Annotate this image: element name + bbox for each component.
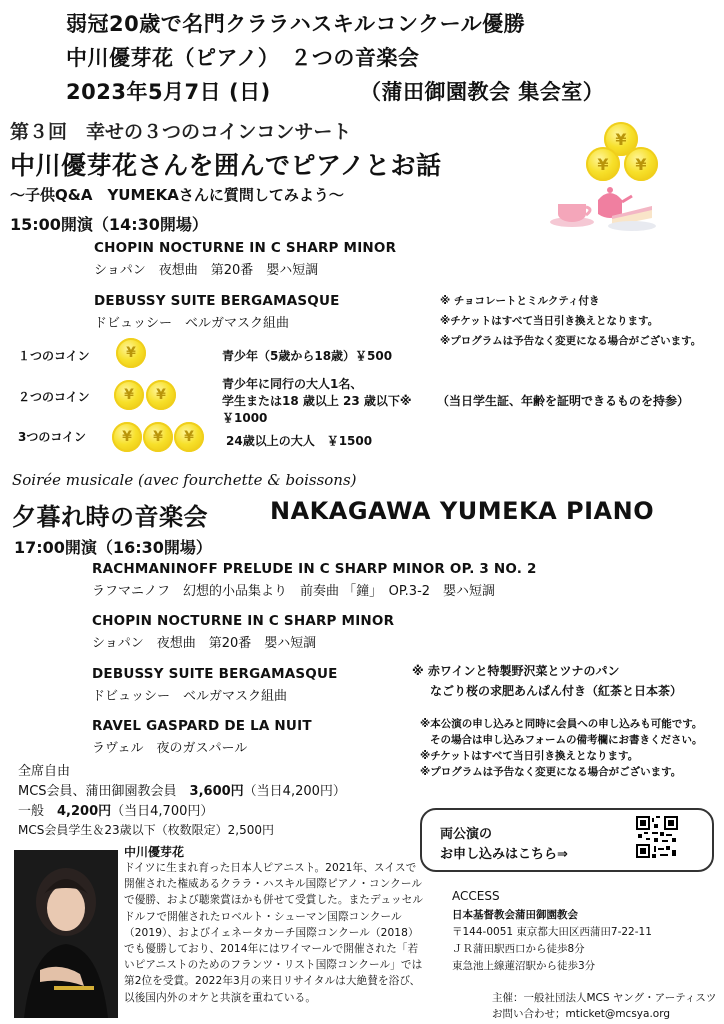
c2-program-jp: ショパン 夜想曲 第20番 嬰ハ短調 [92,636,317,651]
price-desc-2a: 青少年に同行の大人1名、 [222,377,363,391]
concert2-headline-jp: 夕暮れ時の音楽会 [12,503,208,531]
c2-program-en: RAVEL GASPARD DE LA NUIT [92,718,312,734]
c2-program-jp: ラヴェル 夜のガスパール [92,741,248,756]
concert1-time: 15:00開演（14:30開場） [10,215,208,234]
price-label-3: 3つのコイン [18,430,86,444]
price-label-2: ２つのコイン [18,390,90,404]
c2-note: その場合は申し込みフォームの備考欄にお書きください。 [430,734,703,746]
access-route-2: 東急池上線蓮沼駅から徒歩3分 [452,960,596,972]
concert1-title: 第３回 幸せの３つのコインコンサート [10,121,352,143]
coin-icon: ¥ [174,422,204,452]
qr-code-icon[interactable] [636,816,678,858]
access-name: 日本基督教会蒲田御園教会 [452,909,578,921]
coin-icon: ¥ [114,380,144,410]
price-desc-2b: 学生または18 歳以上 23 歳以下※ [222,394,412,408]
coin-icon: ¥ [143,422,173,452]
coin-icon: ¥ [586,147,620,181]
c2-note: ※プログラムは予告なく変更になる場合がございます。 [420,766,682,778]
c1-note: ※プログラムは予告なく変更になる場合がございます。 [440,335,702,347]
coin-icon: ¥ [116,338,146,368]
c1-note: ※チケットはすべて当日引き換えとなります。 [440,315,659,327]
coin-icon: ¥ [146,380,176,410]
bio-text: ドイツに生まれ育った日本人ピアニスト。2021年、スイスで開催された権威あるクララ・ハスキル国際ピアノ・コンクールで優勝、および聴衆賞ほかも併せて受賞した。またデュッセルドルフで開催されたロベルト・シューマン国際コンクール（2019）、およびイェネータカーチ国際コンクール（2018）でも優勝しており、2014年にはワイマールで開催された「若いピアニストのためのフランツ・リスト国際コンクール」では第2位を受賞。2022年3月の来日リサイタルは大絶賛を浴び、以後国内外のオケと共演を重ねている。 [124,862,424,1004]
concert2-subtitle: Soirée musicale (avec fourchette & boissons) [12,471,357,489]
coin-icon: ¥ [112,422,142,452]
header-venue: （蒲田御園教会 集会室） [360,80,605,104]
footer-contact[interactable]: お問い合わせ；mticket@mcsya.org [492,1008,670,1020]
price-desc-2c: ￥1000 [222,411,268,425]
apply-line-2: お申し込みはこちら⇒ [440,847,568,862]
access-route-1: ＪＲ蒲田駅西口から徒歩8分 [452,943,585,955]
c1-program-jp: ドビュッシー ベルガマスク組曲 [94,316,290,331]
pianist-photo [14,850,118,1018]
concert2-time: 17:00開演（16:30開場） [14,538,212,557]
seating-info: 全席自由 [18,764,71,779]
c2-program-jp: ドビュッシー ベルガマスク組曲 [92,689,288,704]
coin-icon: ¥ [624,147,658,181]
footer-organizer: 主催：一般社団法人MCS ヤング・アーティスツ [492,992,717,1004]
price-desc-3: 24歳以上の大人 ￥1500 [226,434,373,448]
c2-program-en: CHOPIN NOCTURNE IN C SHARP MINOR [92,613,395,629]
apply-line-1: 両公演の [440,827,493,842]
c1-program-jp: ショパン 夜想曲 第20番 嬰ハ短調 [94,263,319,278]
c2-note: ※チケットはすべて当日引き換えとなります。 [420,750,639,762]
price-desc-1: 青少年（5歳から18歳）￥500 [222,349,393,363]
c2-program-en: RACHMANINOFF PRELUDE IN C SHARP MINOR OP. 3 NO. 2 [92,561,537,577]
concert2-headline-en: NAKAGAWA YUMEKA PIANO [270,497,655,525]
access-title: ACCESS [452,889,500,903]
c2-program-jp: ラフマニノフ 幻想的小品集より 前奏曲 「鐘」 OP.3-2 嬰ハ短調 [92,584,496,599]
tea-set-icon [548,180,658,236]
coin-icon: ¥ [604,122,638,156]
price-student: MCS会員学生＆23歳以下（枚数限定）2,500円 [18,823,274,837]
access-address: 〒144-0051 東京都大田区西蒲田7-22-11 [452,926,652,938]
c2-food-note-2: なごり桜の求肥あんぱん付き（紅茶と日本茶） [430,684,683,698]
c2-food-note: ※ 赤ワインと特製野沢菜とツナのパン [412,664,620,678]
concert1-subtitle: ～子供Q&A YUMEKAさんに質問してみよう～ [10,186,344,204]
c2-program-en: DEBUSSY SUITE BERGAMASQUE [92,666,338,682]
c1-note: ※ チョコレートとミルクティ付き [440,295,600,307]
c1-program-en: CHOPIN NOCTURNE IN C SHARP MINOR [94,240,397,256]
price-label-1: １つのコイン [18,349,90,363]
c1-program-en: DEBUSSY SUITE BERGAMASQUE [94,293,340,309]
header-line-1: 弱冠20歳で名門クララハスキルコンクール優勝 [66,12,526,36]
header-date: 2023年5月7日 (日) [66,80,271,104]
price-desc-2-note: （当日学生証、年齢を証明できるものを持参） [437,394,690,408]
header-line-2: 中川優芽花（ピアノ） ２つの音楽会 [66,46,420,70]
price-general: 一般 4,200円（当日4,700円） [18,804,214,819]
c2-note: ※本公演の申し込みと同時に会員への申し込みも可能です。 [420,718,703,730]
price-member: MCS会員、蒲田御園教会員 3,600円（当日4,200円） [18,784,346,799]
concert1-headline: 中川優芽花さんを囲んでピアノとお話 [10,151,442,180]
bio-name: 中川優芽花 [124,845,185,859]
